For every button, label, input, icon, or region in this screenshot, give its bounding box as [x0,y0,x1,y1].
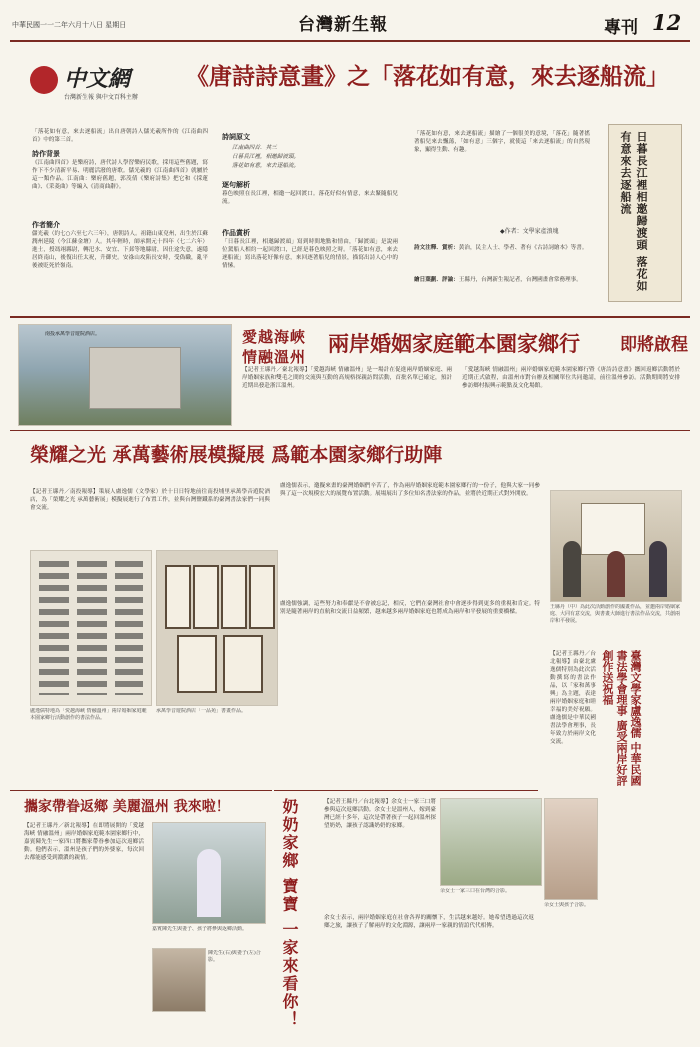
article4-top-rule [10,790,272,791]
illustrator-text: 王縣丹，台灣新生報記者，台灣國畫會常務理事。 [458,277,582,283]
person-left [563,541,581,597]
calligraphy-scroll-1 [39,561,69,695]
article1-col2: 暮色映照在長江裡，相邀一起回渡口。落花好似有情意，來去緊隨船兒流。 [222,191,398,205]
masthead-date: 中華民國一一二年六月十八日 星期日 [12,21,127,29]
couple-photo-caption: 陳先生(右)與妻子(左)合影。 [208,950,261,963]
article1-sub-note: 逐句解析 [222,180,250,189]
article2-col2: 「愛越海峽 情融溫州」兩岸婚姻家庭範本園家鄉行暨《唐詩詩意畫》攜回返鄉活動將於近期正式啟程，由溫州市對台辦及相關單位共同邀請，前往溫州參訪。活動期間將安排參訪鄉村振興示範點及文化場館。 [462,367,680,389]
article3-col3: 盧逸儒強調，這些努力和奉獻是不會被忘記，相反，它們在臺灣社會中會逐步得到更多的重視和肯定。特別是隨著兩岸的直航和交流日益頻繁，越來越多兩岸婚姻家庭也將成為兩岸和平發展的重要橋樑。 [280,601,540,615]
photo2-caption: 承萬學音遊院酒店「一品苑」書畫作品。 [156,708,247,714]
logo-text: 中文網 [64,66,131,92]
page-number: 12 [652,10,682,35]
framed-painting-4 [249,565,275,629]
calligraphy-scroll-2 [77,561,107,695]
masthead-rule [10,40,690,42]
article3-side-title: 臺灣文學家盧逸儒 中華民國書法學會理事 廣受兩岸好評 創作送祝福 [601,650,642,786]
child-figure [197,849,221,917]
article2-kicker-2: 情融溫州 [242,348,307,366]
family-photo-caption: 嘉賓陳先生與妻子、孩子將參與返鄉活動。 [152,926,248,932]
illustrator-label: 繪日葉劃．評論： [414,277,459,283]
framed-painting-2 [193,565,219,629]
article3-headline: 榮耀之光 承萬藝術展模擬展 爲範本園家鄉行助陣 [30,444,443,466]
mother-child-photo [440,798,542,886]
article2-col1: 【記者王縣丹／臺北報導】「愛越海峽 情融溫州」是一場計在促進兩岸婚姻家庭、兩岸婚姻家族和雙毛之間的交流與互動的高規格探親訪問活動，首批名單已確定，預計近期出發赴浙江溫州。 [242,367,452,389]
grandma-photo-caption: 余女士與孩子合影。 [544,902,590,908]
byline: ◆作者：文學家產浪塊 [500,228,559,235]
poem-line-2: 落花如有意，來去逐船流。 [232,163,300,169]
article1-sub-appreciation: 作品賞析 [222,228,250,237]
article2-headline: 兩岸婚姻家庭範本園家鄉行 [328,331,580,356]
article5-col2: 余女士表示，兩岸婚姻家庭在社會各界的關懷下，生活越來越好。她希望透過這次返鄉之旅，讓孩子了解兩岸的文化淵源，讓兩岸一家親的情誼代代相傳。 [324,915,534,929]
translator-label: 詩文注釋．賞析： [414,245,459,251]
hotel-building-shape [89,347,181,409]
logo [24,62,172,114]
article-family-return [10,790,272,1040]
article1-col1: 《江南曲四首》是樂府詩，唐代詩人學習樂府民歌，採用這些舊題，寫作下不少清新平易、明麗活潑的唐歌。儲光羲的《江南曲四首》就屬於這一類作品。江南曲：樂府舊題，郭茂倩《樂府詩集》把它和《採蓮曲》、《采菱曲》等編入《清商曲辭》。 [32,160,208,190]
hotel-photo [18,324,232,426]
gallery-wall-photo [156,550,278,706]
poem-calligraphy: 日暮長江裡相邀歸渡頭 落花如有意來去逐船流 [619,131,648,292]
article3-col2: 盧逸儒表示，邀擬來畫的臺灣婚姻們辛苦了，作為兩岸婚姻家庭範本園家鄉行的一份子，他與大家一同參與了這一次規模宏大的展覽布置活動。展場展出了多位知名書法家的作品，並將於近期正式對外開放。 [280,483,540,497]
article1-sub-poet: 作者簡介 [32,220,60,229]
article4-headline: 攜家帶眷返鄉 美麗溫州 我來啦！ [24,799,230,815]
article2-bottom-rule [10,430,690,431]
logo-sub: 台灣新生報 與中文百科主辦 [64,94,138,101]
article5-headline: 奶奶家鄉 寶寶 一家來看你！ [280,798,299,1030]
person-right [649,541,667,597]
paper-name: 台灣新生報 [298,15,388,35]
framed-painting-3 [221,565,247,629]
translator-text: 黃治，民主人士、學者、著有《古詩詞繪本》等書。 [458,245,588,251]
person-center [607,551,625,597]
article2-headline-tail: 即將啟程 [620,335,688,355]
framed-painting-1 [165,565,191,629]
article3-col1: 【記者王縣丹／南投報導】策展人盧逸儒（文學家）於十日日特地前往南投埔里承萬學音遊院酒店，為「榮耀之光 承萬藝術展」模擬展進行了布置工作，並與台灣鹽鐵系的臺灣書法家們一同與會交流。 [30,489,270,511]
article3-side-body: 【記者王縣丹／台北報導】由臺北盧逸儒特別為此次活動撰寫的書法作品，以「家和萬事興」為主題，表達兩岸婚姻家庭和睦幸福的美好祝願。盧逸儒是中華民國書法學會理事，長年致力於兩岸文化交流。 [550,651,596,745]
family-photo [152,822,266,924]
article1-headline: 《唐詩詩意畫》之「落花如有意，來去逐船流」 [186,63,669,90]
article1-sub-poem: 詩詞原文 [222,132,250,141]
artist-portrait-photo [550,490,682,602]
poem-title: 江南曲四首．其三 [232,145,277,151]
section-label: 專刊 [604,18,638,38]
couple-photo [152,948,206,1012]
article1-col2b: 「日暮長江裡，相邀歸渡頭」寫到時間地點和情由，「歸渡頭」是說兩位駕船人相約一起回渡口，已經是暮色映照之時。「落花如有意，來去逐船流」寫出落花好像有意，來回逐著船兒的情景，描寫出詩人心中的情愫。 [222,239,398,269]
mother-child-caption: 余女士一家三口在台灣的合影。 [440,888,511,894]
article1-sub-author: 詩作背景 [32,149,60,158]
logo-emblem-icon [30,66,58,94]
calligraphy-scroll-3 [115,561,143,695]
article2-kicker-1: 愛越海峽 [242,328,307,346]
masthead [0,0,700,44]
framed-painting-6 [223,635,263,693]
article1-bottom-rule [10,316,690,318]
article5-col1: 【記者王縣丹／台北報導】余女士一家三口將參與這次返鄉活動。余女士是溫州人，嫁到臺灣已經十多年，這次是帶著孩子一起回溫州探望奶奶，讓孩子認識奶奶的家鄉。 [324,799,436,829]
calligraphy-work-photo [30,550,152,706]
hotel-photo-caption: 南投承萬學音遊院酒店。 [45,331,101,337]
grandma-photo [544,798,598,900]
article-tang-poem [10,48,690,320]
article5-photos [440,790,690,1040]
photo1-caption: 盧逸儒特地為「愛越海峽 情融溫州」兩岸婚姻家庭範本園家鄉行活動創作的書法作品。 [30,708,147,721]
framed-painting-5 [177,635,217,693]
article-art-exhibition [10,434,690,789]
article1-col3: 「落花如有意，來去逐船流」描繪了一個很美的意境，「落花」隨著搖著船兒來去飄蕩，「如有意」三個字，就使這「來去逐船流」的自然現象，顯得生動、有趣。 [414,131,590,153]
article1-intro: 「落花如有意，來去逐船流」出自唐朝詩人儲光羲所作的《江南曲四首》中的第三首。 [32,129,208,143]
translator-credit [414,244,590,272]
illustrator-credit [414,276,590,304]
article1-col1b: 儲光羲（約七○六至七六三年），唐朝詩人。祖籍山東兗州，出生於江蘇潤州延陵（今江蘇金壇）人。其年輕時，師承開元十四年（七二六年）進士，授馮翊縣尉，轉汜水、安宜、下邽等地縣尉，因仕途失意，遂隱居終南山，後復出任太祝，升御史。安祿山攻陷長安時，受偽職，亂平後被貶死於嶺南。 [32,231,208,269]
portrait-caption: 王縣丹（中）為此次活動創作的國畫作品，並邀兩岸婚姻家庭、大同有意交流，與書畫大師進行書法作品交流，共創兩岸和平發展。 [550,604,680,624]
poem-painting-panel [608,124,682,302]
artwork-canvas [581,503,645,555]
poem-line-1: 日暮長江裡，相邀歸渡頭。 [232,154,300,160]
article4-body: 【記者王縣丹／新北報導】在即將展開的「愛越海峽 情融溫州」兩岸婚姻家庭範本園家鄉行中，嘉賓陳先生一家四口將攜家帶眷參加這次返鄉活動。他們表示，溫州是孩子們的外婆家，每次回去都能感受到濃濃的親情。 [24,823,144,861]
